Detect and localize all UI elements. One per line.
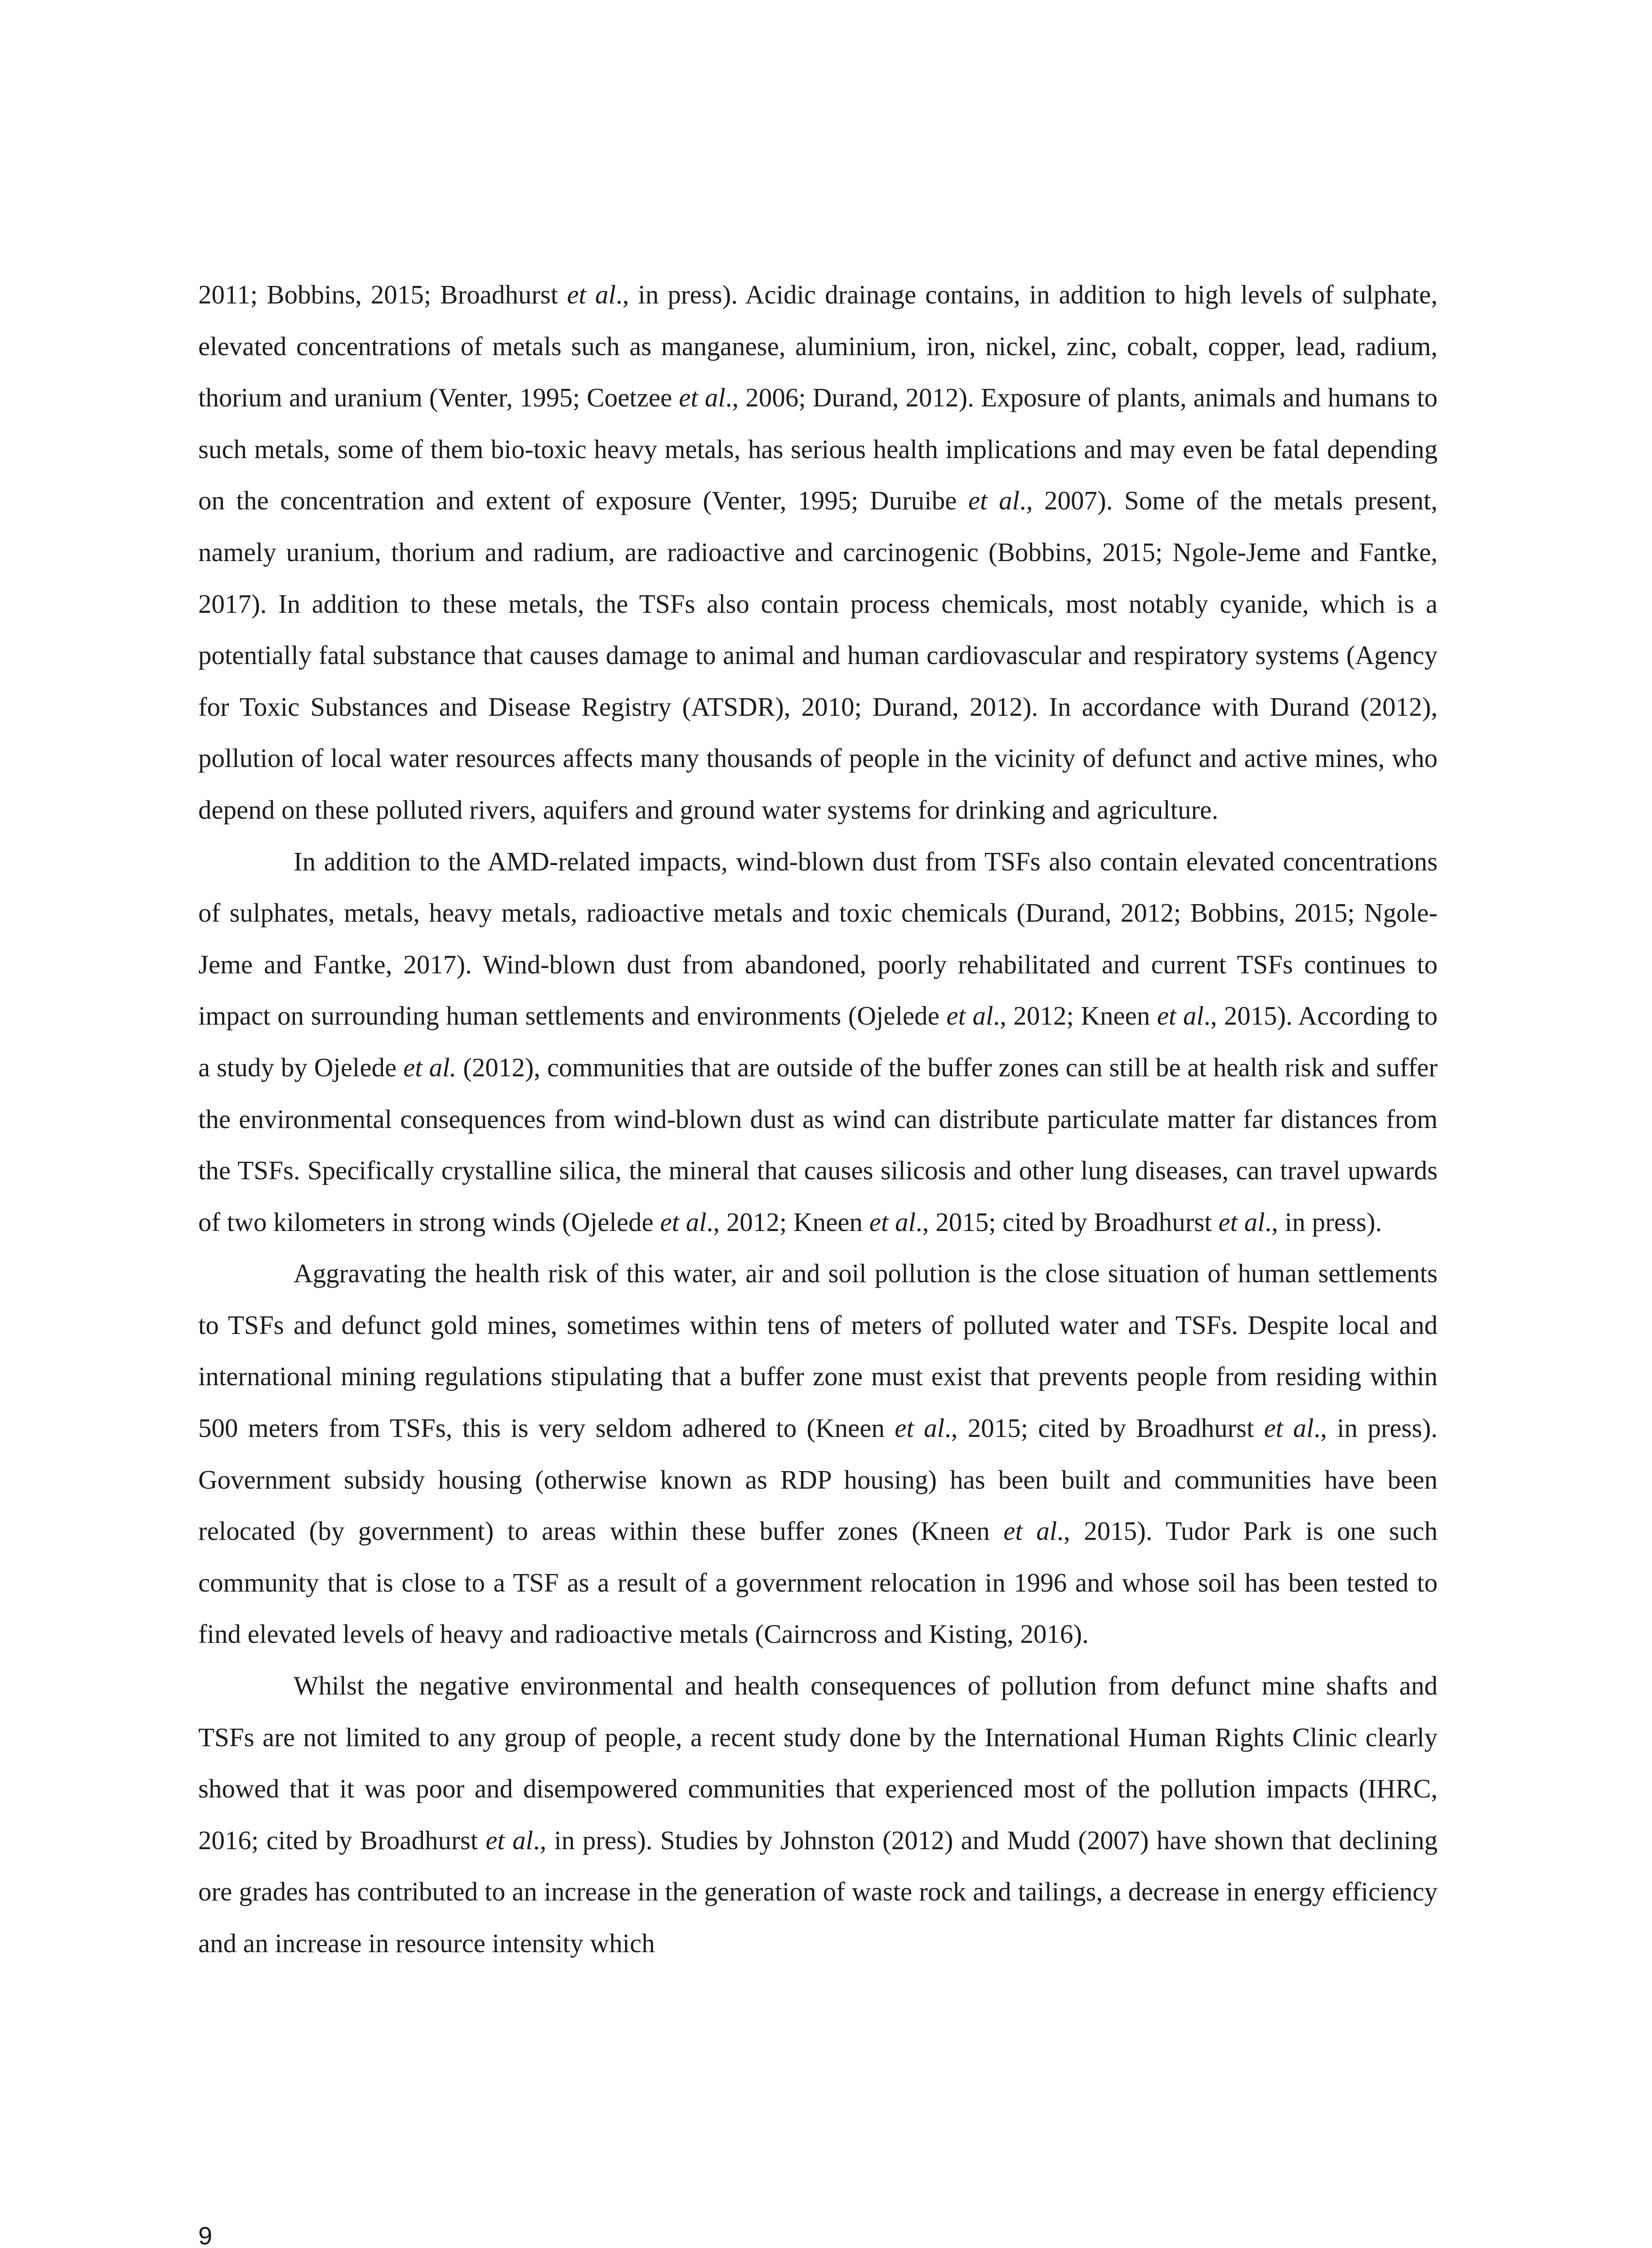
page-number: 9 [198,2221,213,2248]
paragraph-4: Whilst the negative environmental and health consequences of pollution from defunct mine shafts and TSFs are not limited to any group of people, a recent study done by the International Human Rights Clinic clearly showed that it was poor and disempowered communities that experienced most of the pollution impacts (IHRC, 2016; cited by Broadhurst et al., in press). Studies by Johnston (2012) and Mudd (2007) have shown that declining ore grades has contributed to an increase in the generation of waste rock and tailings, a decrease in energy efficiency and an increase in resource intensity which [198,1671,1438,1958]
paragraph-3: Aggravating the health risk of this water, air and soil pollution is the close situation of human settlements to TSFs and defunct gold mines, sometimes within tens of meters of polluted water and TSFs. Despite local and international mining regulations stipulating that a buffer zone must exist that prevents people from residing within 500 meters from TSFs, this is very seldom adhered to (Kneen et al., 2015; cited by Broadhurst et al., in press). Government subsidy housing (otherwise known as RDP housing) has been built and communities have been relocated (by government) to areas within these buffer zones (Kneen et al., 2015). Tudor Park is one such community that is close to a TSF as a result of a government relocation in 1996 and whose soil has been tested to find elevated levels of heavy and radioactive metals (Cairncross and Kisting, 2016). [198,1258,1438,1649]
body-text [198,269,1438,1969]
paragraph-2: In addition to the AMD-related impacts, wind-blown dust from TSFs also contain elevated concentrations of sulphates, metals, heavy metals, radioactive metals and toxic chemicals (Durand, 2012; Bobbins, 2015; Ngole-Jeme and Fantke, 2017). Wind-blown dust from abandoned, poorly rehabilitated and current TSFs continues to impact on surrounding human settlements and environments (Ojelede et al., 2012; Kneen et al., 2015). According to a study by Ojelede et al. (2012), communities that are outside of the buffer zones can still be at health risk and suffer the environmental consequences from wind-blown dust as wind can distribute particulate matter far distances from the TSFs. Specifically crystalline silica, the mineral that causes silicosis and other lung diseases, can travel upwards of two kilometers in strong winds (Ojelede et al., 2012; Kneen et al., 2015; cited by Broadhurst et al., in press). [198,846,1438,1237]
paragraph-1: 2011; Bobbins, 2015; Broadhurst et al., in press). Acidic drainage contains, in addition to high levels of sulphate, elevated concentrations of metals such as manganese, aluminium, iron, nickel, zinc, cobalt, copper, lead, radium, thorium and uranium (Venter, 1995; Coetzee et al., 2006; Durand, 2012). Exposure of plants, animals and humans to such metals, some of them bio-toxic heavy metals, has serious health implications and may even be fatal depending on the concentration and extent of exposure (Venter, 1995; Duruibe et al., 2007). Some of the metals present, namely uranium, thorium and radium, are radioactive and carcinogenic (Bobbins, 2015; Ngole-Jeme and Fantke, 2017). In addition to these metals, the TSFs also contain process chemicals, most notably cyanide, which is a potentially fatal substance that causes damage to animal and human cardiovascular and respiratory systems (Agency for Toxic Substances and Disease Registry (ATSDR), 2010; Durand, 2012). In accordance with Durand (2012), pollution of local water resources affects many thousands of people in the vicinity of defunct and active mines, who depend on these polluted rivers, aquifers and ground water systems for drinking and agriculture. [198,280,1438,825]
